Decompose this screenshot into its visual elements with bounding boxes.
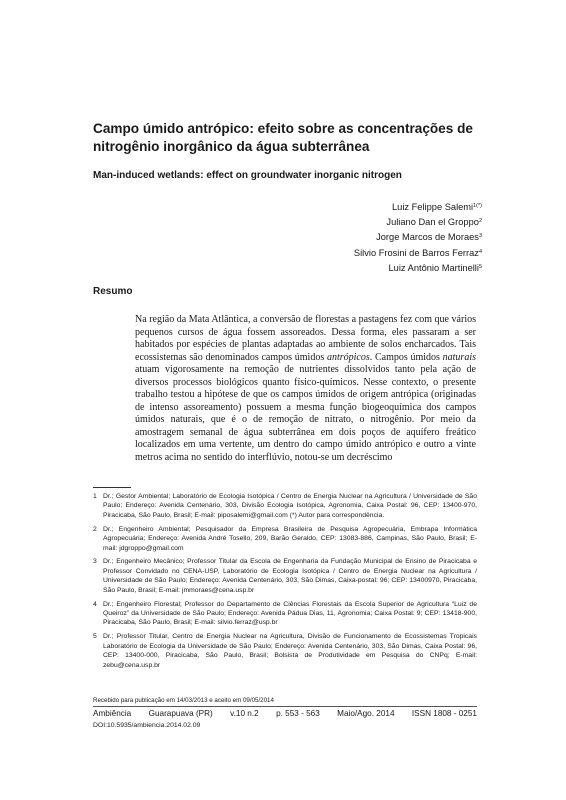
author [354,230,482,245]
section-heading: Resumo [93,286,133,297]
author-name: Luiz Felippe Salemi [391,202,474,212]
journal-issn: ISSN 1808 - 0251 [411,709,477,718]
journal-footer [93,709,477,718]
footnote: 2 Dr.; Engenheiro Ambiental; Pesquisador da Empresa Brasileira de Pesquisa Agropecuária, Embrapa Informática Agropecuária; Endereço: Avenida André Tosello, 209, Barão Geraldo, CEP: 13083-886, Campinas, São Paulo, Brasil; E-mail: jdgroppo@gmail.com [93,525,477,552]
journal-place: Guarapuava (PR) [148,709,213,718]
journal-date: Maio/Ago. 2014 [337,709,395,718]
author [354,215,482,230]
author-affiliation-mark: 2 [478,218,482,225]
author-name: Jorge Marcos de Moraes [376,232,479,243]
author-affiliation-mark: 3 [478,233,482,240]
received-date: Recebido para publicação em 14/03/2013 e aceito em 09/05/2014 [93,697,274,704]
author-name: Luiz Antônio Martinelli [388,262,479,273]
journal-name: Ambiência [93,709,132,718]
footnote: 1 Dr.; Gestor Ambiental; Laboratório de Ecologia Isotópica / Centro de Energia Nuclear na Agricultura / Universidade de São Paulo; Endereço: Avenida Centenário, 303, Divisão Ecologia Isotópica, Agronomia, Caixa Postal: 96, CEP: 13400-970, Piracicaba, São Paulo, Brasil; E-mail: piposalemi@gmail.com (*) Autor para correspondência. [93,493,477,519]
author-name: Silvio Frosini de Barros Ferraz [353,247,479,258]
author-affiliation-mark: 5 [478,263,482,270]
author [354,200,482,215]
abstract-paragraph: Na região da Mata Atlântica, a conversão de florestas a pastagens fez com que vários pequenos cursos de água fossem assoreados. Dessa forma, eles passaram a ser habitados por espécies de plantas adaptadas ao ambiente de solos encharcados. Tais ecossistemas são denominados campos úmidos antrópicos. Campos úmidos naturais atuam vigorosamente na remoção de nutrientes dissolvidos tanto pela ação de diversos processos biológicos quanto físico-químicos. Nesse contexto, o presente trabalho testou a hipótese de que os campos úmidos de origem antrópica (originadas de intenso assoreamento) possuem a mesma função biogeoquímica dos campos úmidos naturais, que é o de remoção de nitrato, o nitrogênio. Por meio da amostragem semanal de água subterrânea em dois poços de aquífero freático localizados em uma vertente, um dentro do campo úmido antrópico e outro a vinte metros acima no sentido do interflúvio, notou-se um decréscimo [135,314,476,463]
footnote: 5 Dr.; Professor Titular, Centro de Energia Nuclear na Agricultura, Divisão de Funcionamento de Ecossistemas Tropicais Laboratório de Ecologia da Universidade de São Paulo; Endereço: Avenida Centenário, 303, São Dimas, Caixa Postal: 96, CEP: 13400-000, Piracicaba, São Paulo, Brasil; Bolsista de Produtividade em Pesquisa do CNPq; E-mail: zebu@cena.usp.br [93,633,477,669]
footnote: 3 Dr.; Engenheiro Mecânico; Professor Titular da Escola de Engenharia da Fundação Municipal de Ensino de Piracicaba e Professor Convidado no CENA-USP, Laboratório de Ecologia Isotópica / Centro de Energia Nuclear na Agricultura / Universidade de São Paulo; Endereço: Avenida Centenário, 303, São Dimas, Caixa-postal: 96; CEP: 13400970, Piracicaba, São Paulo, Brasil; E-mail: jmmoraes@cena.usp.br [93,558,477,594]
author-name: Juliano Dan el Groppo [386,217,479,228]
journal-pages: p. 553 - 563 [276,709,320,718]
article-subtitle: Man-induced wetlands: effect on groundwater inorganic nitrogen [93,170,402,181]
footnotes [93,492,477,674]
author-affiliation-mark: 1(*) [473,203,482,209]
footnote-divider [93,487,131,488]
abstract-body [135,314,476,464]
article-title: Campo úmido antrópico: efeito sobre as concentrações de nitrogênio inorgânico da água subterrânea [93,121,473,154]
journal-volume: v.10 n.2 [230,709,259,718]
author [354,261,482,276]
author-list [354,200,482,276]
footer-divider [93,706,477,707]
author [354,246,482,261]
doi: DOI:10.5935/ambiencia.2014.02.09 [93,722,201,729]
footnote: 4 Dr.; Engenheiro Florestal; Professor do Departamento de Ciências Florestais da Escola Superior de Agricultura “Luiz de Queiroz” da Universidade de São Paulo; Endereço: Avenida Pádua Dias, 11, Agronomia; Caixa Postal: 9; CEP: 13418-900, Piracicaba, São Paulo, Brasil; E-mail: silvio.ferraz@usp.br [93,600,477,627]
author-affiliation-mark: 4 [478,248,482,255]
